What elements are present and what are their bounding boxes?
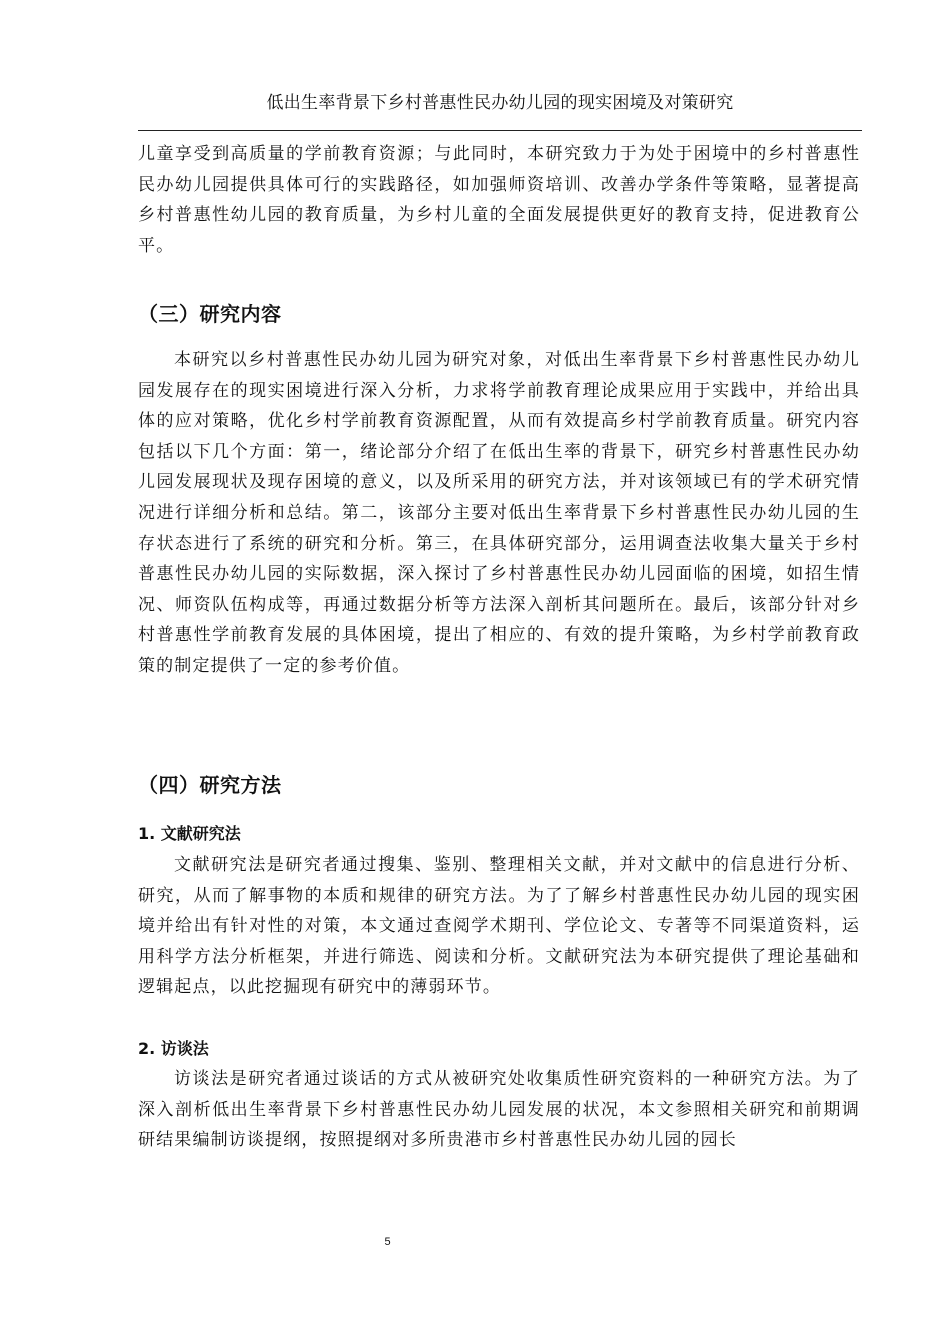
continued-paragraph: 儿童享受到高质量的学前教育资源；与此同时，本研究致力于为处于困境中的乡村普惠性民办幼儿园提供具体可行的实践路径，如加强师资培训、改善办学条件等策略，显著提高乡村普惠性幼儿园的教育质量，为乡村儿童的全面发展提供更好的教育支持，促进教育公平。 — [138, 144, 860, 256]
method-1-title: 1. 文献研究法 — [138, 824, 241, 843]
section-heading-research-methods: （四）研究方法 — [138, 773, 282, 797]
header-divider — [138, 130, 862, 131]
method-2-block — [138, 1064, 860, 1156]
section-heading-research-content: （三）研究内容 — [138, 302, 282, 326]
method-2-paragraph: 访谈法是研究者通过谈话的方式从被研究处收集质性研究资料的一种研究方法。为了深入剖析低出生率背景下乡村普惠性民办幼儿园发展的状况，本文参照相关研究和前期调研结果编制访谈提纲，按照提纲对多所贵港市乡村普惠性民办幼儿园的园长 — [138, 1069, 860, 1151]
method-2-title: 2. 访谈法 — [138, 1039, 209, 1058]
research-content-paragraph: 本研究以乡村普惠性民办幼儿园为研究对象，对低出生率背景下乡村普惠性民办幼儿园发展存在的现实困境进行深入分析，力求将学前教育理论成果应用于实践中，并给出具体的应对策略，优化乡村学前教育资源配置，从而有效提高乡村学前教育质量。研究内容包括以下几个方面：第一，绪论部分介绍了在低出生率的背景下，研究乡村普惠性民办幼儿园发展现状及现存困境的意义，以及所采用的研究方法，并对该领域已有的学术研究情况进行详细分析和总结。第二，该部分主要对低出生率背景下乡村普惠性民办幼儿园的生存状态进行了系统的研究和分析。第三，在具体研究部分，运用调查法收集大量关于乡村普惠性民办幼儿园的实际数据，深入探讨了乡村普惠性民办幼儿园面临的困境，如招生情况、师资队伍构成等，再通过数据分析等方法深入剖析其问题所在。最后，该部分针对乡村普惠性学前教育发展的具体困境，提出了相应的、有效的提升策略，为乡村学前教育政策的制定提供了一定的参考价值。 — [138, 350, 860, 676]
method-1-paragraph: 文献研究法是研究者通过搜集、鉴别、整理相关文献，并对文献中的信息进行分析、研究，从而了解事物的本质和规律的研究方法。为了了解乡村普惠性民办幼儿园的现实困境并给出有针对性的对策，本文通过查阅学术期刊、学位论文、专著等不同渠道资料，运用科学方法分析框架，并进行筛选、阅读和分析。文献研究法为本研究提供了理论基础和逻辑起点，以此挖掘现有研究中的薄弱环节。 — [138, 855, 860, 998]
research-content-block — [138, 345, 860, 682]
page-number: 5 — [384, 1236, 391, 1248]
running-header: 低出生率背景下乡村普惠性民办幼儿园的现实困境及对策研究 — [266, 93, 734, 113]
continued-paragraph-block — [138, 139, 860, 261]
method-1-block — [138, 850, 860, 1003]
